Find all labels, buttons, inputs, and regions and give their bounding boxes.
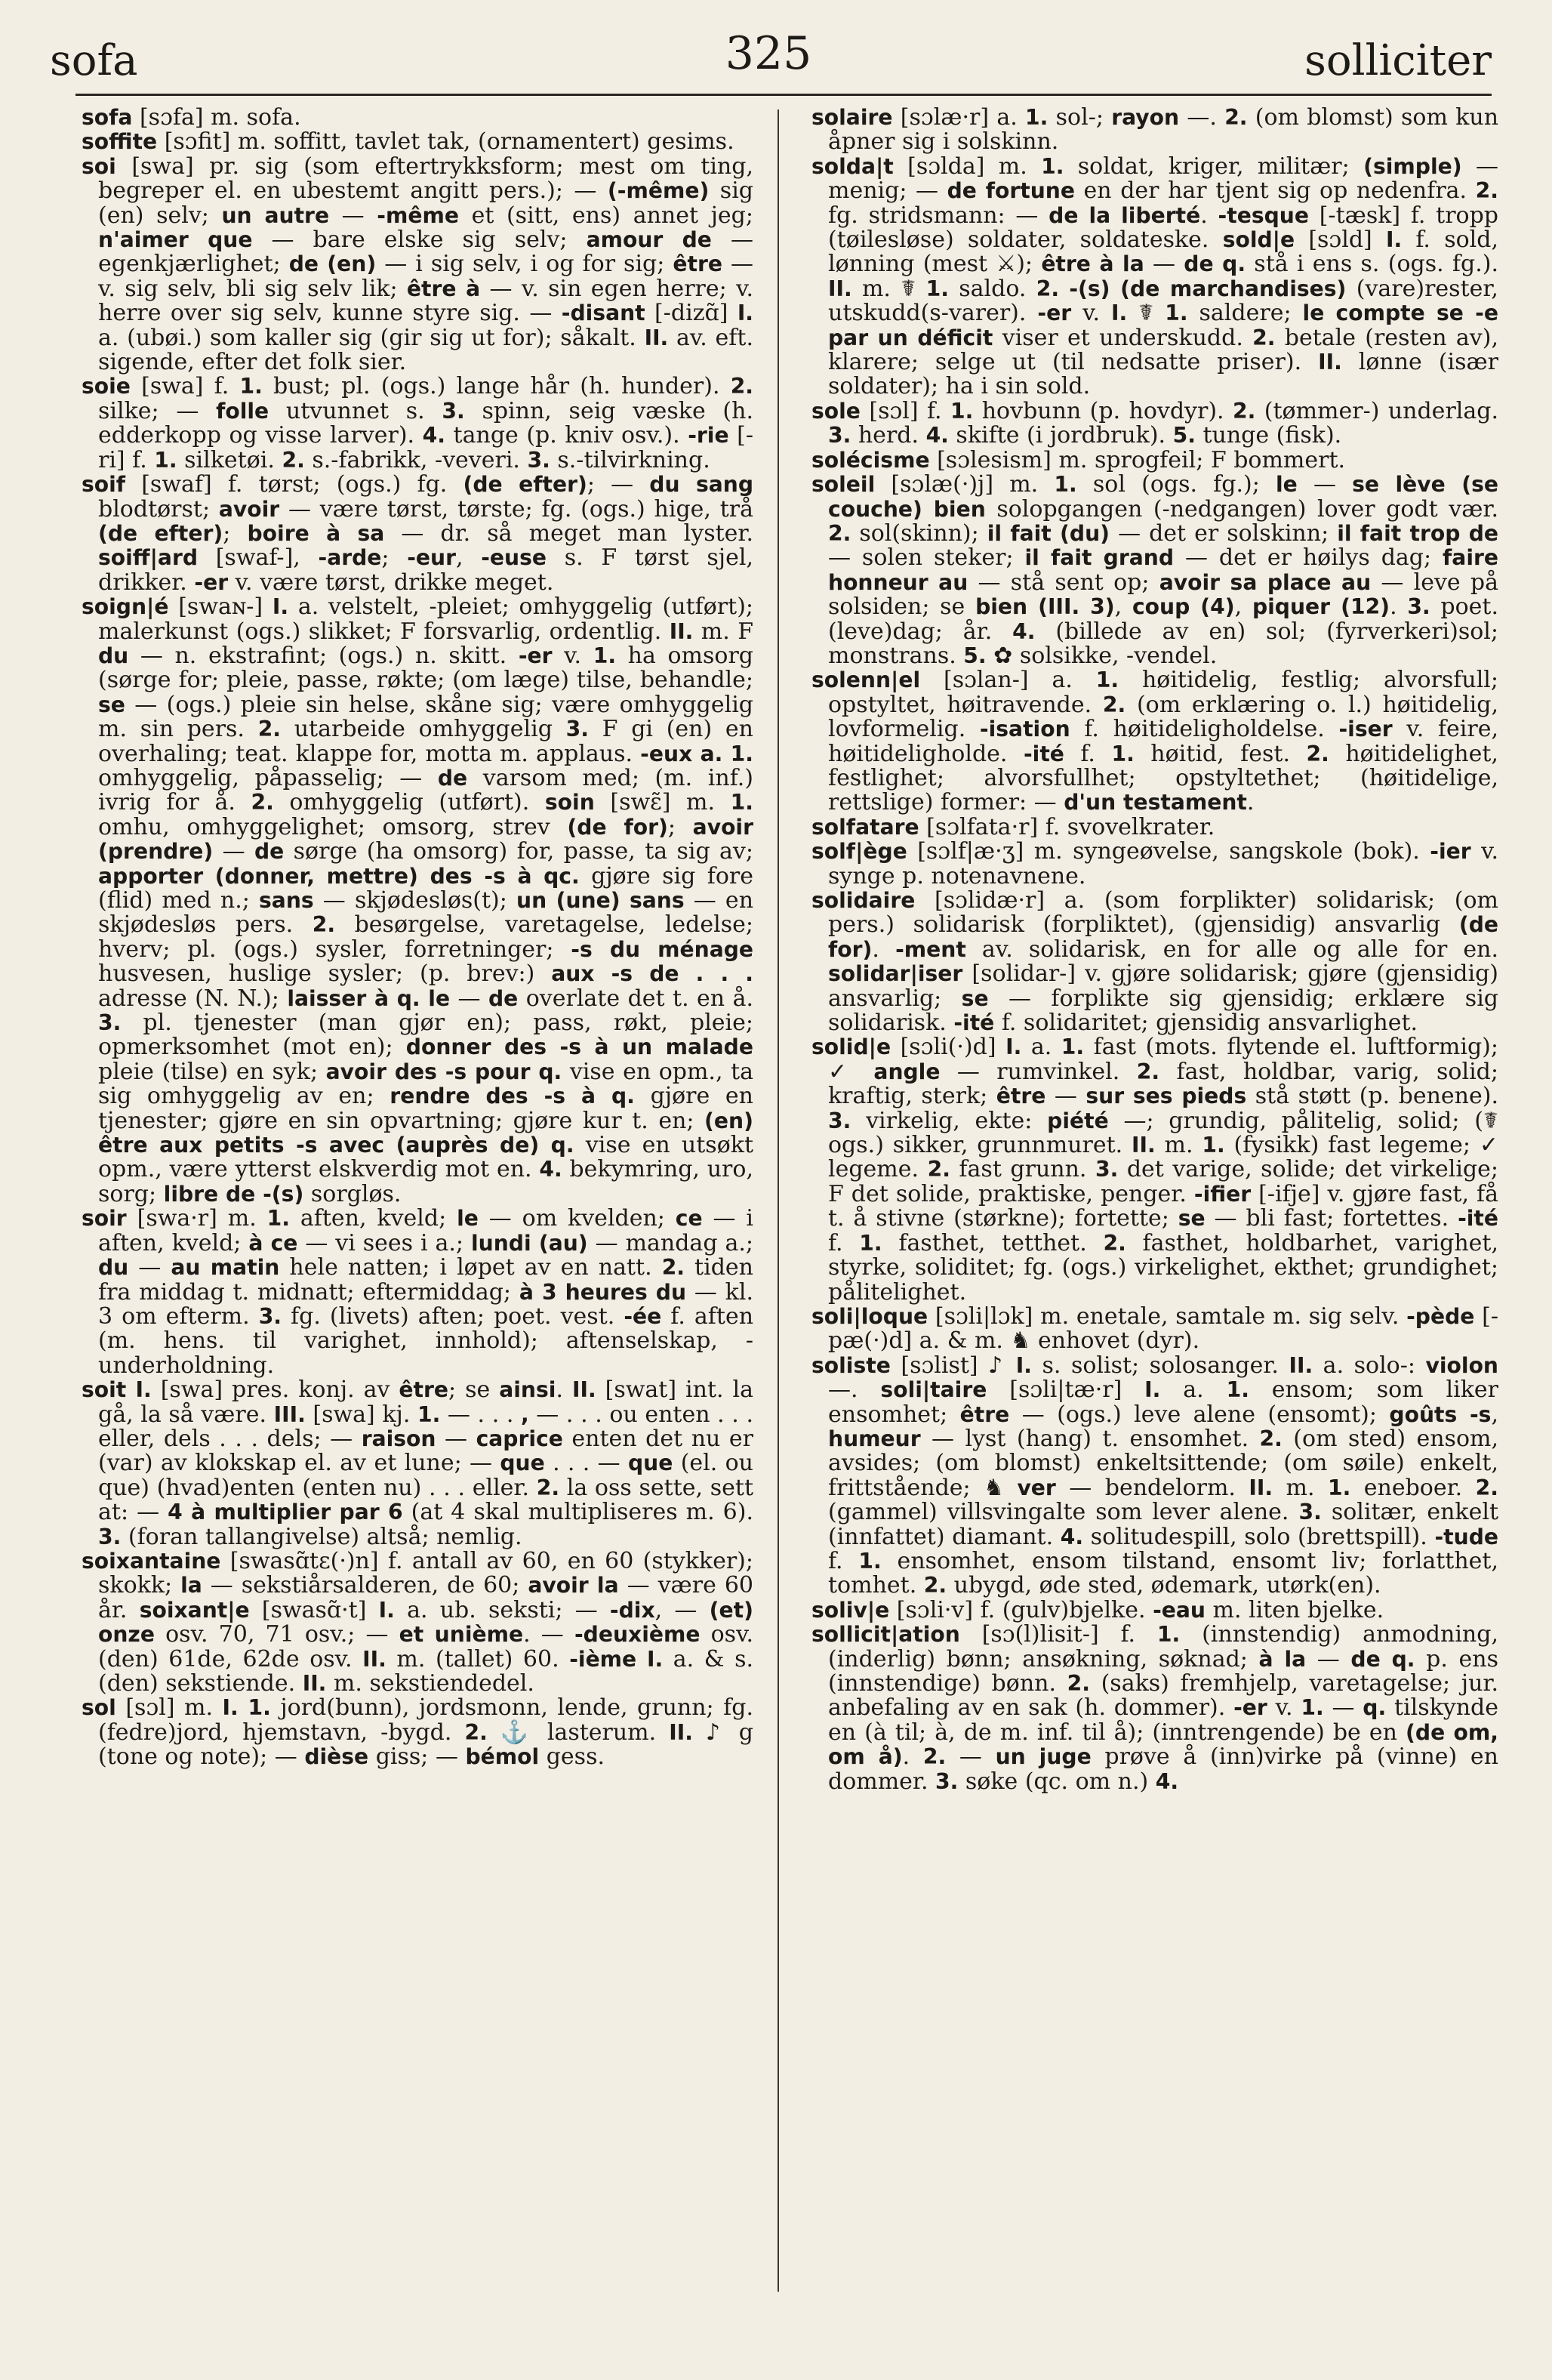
dictionary-entry: solidaire [sɔlidæ·r] a. (som forplikter) solidarisk; (om pers.) solidarisk (forpliktet), (gjensidig) ansvarlig (de for). -ment av. solidarisk, en for alle og alle for en. solidar|iser [solidar-] v. gjøre solidarisk; gjøre (gjensidig) ansvarlig; se — forplikte sig gjensidig; erklære sig solidarisk. -ité f. solidaritet; gjensidig ansvarlighet. [811,887,1498,1037]
dictionary-entry: soit I. [swa] pres. konj. av être; se ainsi. II. [swat] int. la gå, la så være. III. [swa] kj. 1. — . . . , — . . . ou enten . . . eller, dels . . . dels; — raison — caprice enten det nu er (var) av klokskap el. av et lune; — que . . . — que (el. ou que) (hvad)enten (enten nu) . . . eller. 2. la oss sette, sett at: — 4 à multiplier par 6 (at 4 skal multipliseres m. 6). 3. (foran tallangivelse) altså; nemlig. [82,1377,754,1550]
dictionary-entry: sole [sɔl] f. 1. hovbunn (p. hovdyr). 2. (tømmer-) underlag. 3. herd. 4. skifte (i jordbruk). 5. tunge (fisk). [811,397,1499,449]
header-right-guide-word: solliciter [1304,36,1492,85]
header-rule [75,94,1492,96]
page-header [45,23,1492,91]
dictionary-entry: solid|e [sɔli(·)d] I. a. 1. fast (mots. flytende el. luftformig); ✓ angle — rumvinkel. 2. fast, holdbar, varig, solid; kraftig, sterk; être — sur ses pieds stå støtt (p. benene). 3. virkelig, ekte: piété —; grundig, pålitelig, solid; (☤ ogs.) sikker, grunnmuret. II. m. 1. (fysikk) fast legeme; ✓ legeme. 2. fast grunn. 3. det varige, solide; det virkelige; F det solide, praktiske, penger. -ifier [-ifje] v. gjøre fast, få t. å stivne (størkne); fortette; se — bli fast; fortettes. -ité f. 1. fasthet, tetthet. 2. fasthet, holdbarhet, varighet, styrke, soliditet; fg. (ogs.) virkelighet, ekthet; grundighet; pålitelighet. [811,1034,1499,1306]
dictionary-entry: soliv|e [sɔli·v] f. (gulv)bjelke. -eau m. liten bjelke. [811,1596,1384,1623]
dictionary-entry: sofa [sɔfa] m. sofa. [82,104,301,131]
dictionary-entry: solécisme [sɔlesism] m. sprogfeil; F bommert. [811,446,1346,473]
left-column [82,106,753,1770]
dictionary-entry: soixantaine [swasɑ̃tɛ(·)n] f. antall av 60, en 60 (stykker); skokk; la — sekstiårsalderen, de 60; avoir la — være 60 år. soixant|e [swasɑ̃·t] I. a. ub. seksti; — -dix, — (et) onze osv. 70, 71 osv.; — et unième. — -deuxième osv. (den) 61de, 62de osv. II. m. (tallet) 60. -ième I. a. & s. (den) sekstiende. II. m. sekstiendedel. [82,1547,754,1697]
dictionary-entry: solaire [sɔlæ·r] a. 1. sol-; rayon —. 2. (om blomst) som kun åpner sig i solskinn. [811,104,1499,156]
dictionary-entry: soleil [sɔlæ(·)j] m. 1. sol (ogs. fg.); le — se lève (se couche) bien solopgangen (-nedgangen) lover godt vær. 2. sol(skinn); il fait (du) — det er solskinn; il fait trop de — solen steker; il fait grand — det er høilys dag; faire honneur au — stå sent op; avoir sa place au — leve på solsiden; se bien (III. 3), coup (4), piquer (12). 3. poet. (leve)dag; år. 4. (billede av en) sol; (fyrverkeri)sol; monstrans. 5. ✿ solsikke, -vendel. [811,471,1499,669]
dictionary-entry: soie [swa] f. 1. bust; pl. (ogs.) lange hår (h. hunder). 2. silke; — folle utvunnet s. 3. spinn, seig væske (h. edderkopp og visse larver). 4. tange (p. kniv osv.). -rie [-ri] f. 1. silketøi. 2. s.-fabrikk, -veveri. 3. s.-tilvirkning. [82,373,754,473]
dictionary-entry: soi [swa] pr. sig (som eftertrykksform; mest om ting, begreper el. en ubestemt angitt pers.); — (-même) sig (en) selv; un autre — -même et (sitt, ens) annet jeg; n'aimer que — bare elske sig selv; amour de — egenkjærlighet; de (en) — i sig selv, i og for sig; être — v. sig selv, bli sig selv lik; être à — v. sin egen herre; v. herre over sig selv, kunne styre sig. — -disant [-dizɑ̃] I. a. (ubøi.) som kaller sig (gir sig ut for); såkalt. II. av. eft. sigende, efter det folk sier. [82,153,754,376]
dictionary-entry: solenn|el [sɔlan-] a. 1. høitidelig, festlig; alvorsfull; opstyltet, høitravende. 2. (om erklæring o. l.) høitidelig, lovformelig. -isation f. høitideligholdelse. -iser v. feire, høitideligholde. -ité f. 1. høitid, fest. 2. høitidelighet, festlighet; alvorsfullhet; opstyltethet; (høitidelige, rettslige) former: — d'un testament. [811,667,1498,816]
header-left-guide-word: sofa [50,36,138,85]
dictionary-entry: solda|t [sɔlda] m. 1. soldat, kriger, militær; (simple) — menig; — de fortune en der har tjent sig op nedenfra. 2. fg. stridsmann: — de la liberté. -tesque [-tæsk] f. tropp (tøilesløse) soldater, soldateske. sold|e [sɔld] I. f. sold, lønning (mest ⚔); être à la — de q. stå i ens s. (ogs. fg.). II. m. ☤ 1. saldo. 2. -(s) (de marchandises) (vare)rester, utskudd(s-varer). -er v. I. ☤ 1. saldere; le compte se -e par un déficit viser et underskudd. 2. betale (resten av), klarere; selge ut (til nedsatte priser). II. lønne (især soldater); ha i sin sold. [811,153,1499,400]
right-column [811,106,1498,1794]
dictionary-entry: soif [swaf] f. tørst; (ogs.) fg. (de efter); — du sang blodtørst; avoir — være tørst, tørste; fg. (ogs.) hige, trå (de efter); boire à sa — dr. så meget man lyster. soiff|ard [swaf-], -arde; -eur, -euse s. F tørst sjel, drikker. -er v. være tørst, drikke meget. [82,471,754,596]
column-divider [778,109,779,2292]
dictionary-entry: solf|ège [sɔlf|æ·ʒ] m. syngeøvelse, sangskole (bok). -ier v. synge p. notenavnene. [811,838,1498,889]
dictionary-entry: sollicit|ation [sɔ(l)lisit-] f. 1. (innstendig) anmodning, (inderlig) bønn; ansøkning, søknad; à la — de q. p. ens (innstendige) bønn. 2. (saks) fremhjelp, varetagelse; jur. anbefaling av en sak (h. dommer). -er v. 1. — q. tilskynde en (à til; à, de m. inf. til å); (inntrengende) be en (de om, om å). 2. — un juge prøve å (inn)virke på (vinne) en dommer. 3. søke (qc. om n.) 4. [811,1621,1499,1795]
dictionary-entry: soign|é [swaɴ-] I. a. velstelt, -pleiet; omhyggelig (utført); malerkunst (ogs.) slikket; F forsvarlig, ordentlig. II. m. F du — n. ekstrafint; (ogs.) n. skitt. -er v. 1. ha omsorg (sørge for; pleie, passe, røkte; (om læge) tilse, behandle; se — (ogs.) pleie sin helse, skåne sig; være omhyggelig m. sin pers. 2. utarbeide omhyggelig 3. F gi (en) en overhaling; teat. klappe for, motta m. applaus. -eux a. 1. omhyggelig, påpasselig; — de varsom med; (m. inf.) ivrig for å. 2. omhyggelig (utført). soin [swɛ̃] m. 1. omhu, omhyggelighet; omsorg, strev (de for); avoir (prendre) — de sørge (ha omsorg) for, passe, ta sig av; apporter (donner, mettre) des -s à qc. gjøre sig fore (flid) med n.; sans — skjødesløs(t); un (une) sans — en skjødesløs pers. 2. besørgelse, varetagelse, ledelse; hverv; pl. (ogs.) sysler, forretninger; -s du ménage husvesen, huslige sysler; (p. brev:) aux -s de . . . adresse (N. N.); laisser à q. le — de overlate det t. en å. 3. pl. tjenester (man gjør en); pass, røkt, pleie; opmerksomhet (mot en); donner des -s à un malade pleie (tilse) en syk; avoir des -s pour q. vise en opm., ta sig omhyggelig av en; rendre des -s à q. gjøre en tjenester; gjøre en sin opvartning; gjøre kur t. en; (en) être aux petits -s avec (auprès de) q. vise en utsøkt opm., være ytterst elskverdig mot en. 4. bekymring, uro, sorg; libre de -(s) sorgløs. [82,593,754,1207]
dictionary-entry: soliste [sɔlist] ♪ I. s. solist; solosanger. II. a. solo-: violon —. soli|taire [sɔli|tæ·r] I. a. 1. ensom; som liker ensomhet; être — (ogs.) leve alene (ensomt); goûts -s, humeur — lyst (hang) t. ensomhet. 2. (om sted) ensom, avsides; (om blomst) enkeltsittende; (om søile) enkelt, frittstående; ♞ ver — bendelorm. II. m. 1. eneboer. 2. (gammel) villsvingalte som lever alene. 3. solitær, enkelt (innfattet) diamant. 4. solitudespill, solo (brettspill). -tude f. 1. ensomhet, ensom tilstand, ensomt liv; forlatthet, tomhet. 2. ubygd, øde sted, ødemark, utørk(en). [811,1352,1499,1599]
page-number: 325 [725,27,812,80]
dictionary-entry: solfatare [sɔlfata·r] f. svovelkrater. [811,813,1215,840]
dictionary-entry: soir [swa·r] m. 1. aften, kveld; le — om kvelden; ce — i aften, kveld; à ce — vi sees i a.; lundi (au) — mandag a.; du — au matin hele natten; i løpet av en natt. 2. tiden fra middag t. midnatt; eftermiddag; à 3 heures du — kl. 3 om efterm. 3. fg. (livets) aften; poet. vest. -ée f. aften (m. hens. til varighet, innhold); aftenselskap, -underholdning. [82,1205,754,1379]
dictionary-entry: soli|loque [sɔli|lɔk] m. enetale, samtale m. sig selv. -pède [-pæ(·)d] a. & m. ♞ enhovet (dyr). [811,1303,1498,1355]
dictionary-entry: sol [sɔl] m. I. 1. jord(bunn), jordsmonn, lende, grunn; fg. (fedre)jord, hjemstavn, -bygd. 2. ⚓ lasterum. II. ♪ g (tone og note); — dièse giss; — bémol gess. [82,1694,753,1771]
dictionary-entry: soffite [sɔfit] m. soffitt, tavlet tak, (ornamentert) gesims. [82,128,734,156]
